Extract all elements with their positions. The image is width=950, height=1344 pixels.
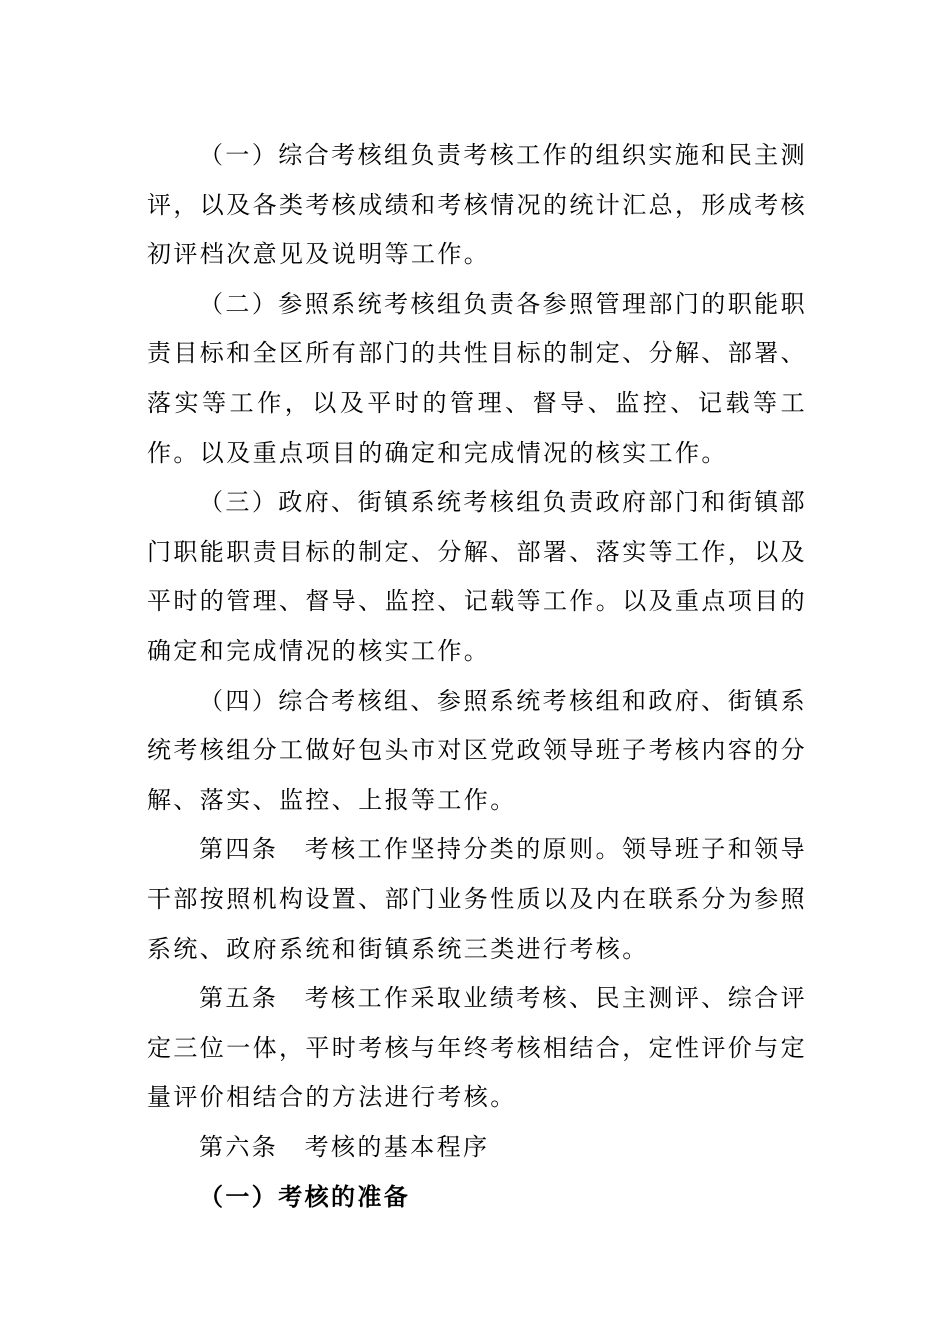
section-heading-preparation: （一）考核的准备	[199, 1182, 411, 1212]
article-five: 第五条 考核工作采取业绩考核、民主测评、综合评定三位一体，平时考核与年终考核相结合，定性评价与定量评价相结合的方法进行考核。	[147, 984, 807, 1112]
paragraph-government-street-group: （三）政府、街镇系统考核组负责政府部门和街镇部门职能职责目标的制定、分解、部署、落实等工作，以及平时的管理、督导、监控、记载等工作。以及重点项目的确定和完成情况的核实工作。	[147, 488, 807, 665]
paragraph-comprehensive-group: （一）综合考核组负责考核工作的组织实施和民主测评，以及各类考核成绩和考核情况的统计汇总，形成考核初评档次意见及说明等工作。	[147, 141, 807, 269]
article-six-heading: 第六条 考核的基本程序	[199, 1132, 490, 1161]
document-body	[147, 131, 807, 1222]
article-four: 第四条 考核工作坚持分类的原则。领导班子和领导干部按照机构设置、部门业务性质以及内在联系分为参照系统、政府系统和街镇系统三类进行考核。	[147, 835, 807, 963]
paragraph-reference-system-group: （二）参照系统考核组负责各参照管理部门的职能职责目标和全区所有部门的共性目标的制定、分解、部署、落实等工作，以及平时的管理、督导、监控、记载等工作。以及重点项目的确定和完成情况的核实工作。	[147, 289, 807, 467]
paragraph-division-of-work: （四）综合考核组、参照系统考核组和政府、街镇系统考核组分工做好包头市对区党政领导班子考核内容的分解、落实、监控、上报等工作。	[147, 686, 807, 814]
